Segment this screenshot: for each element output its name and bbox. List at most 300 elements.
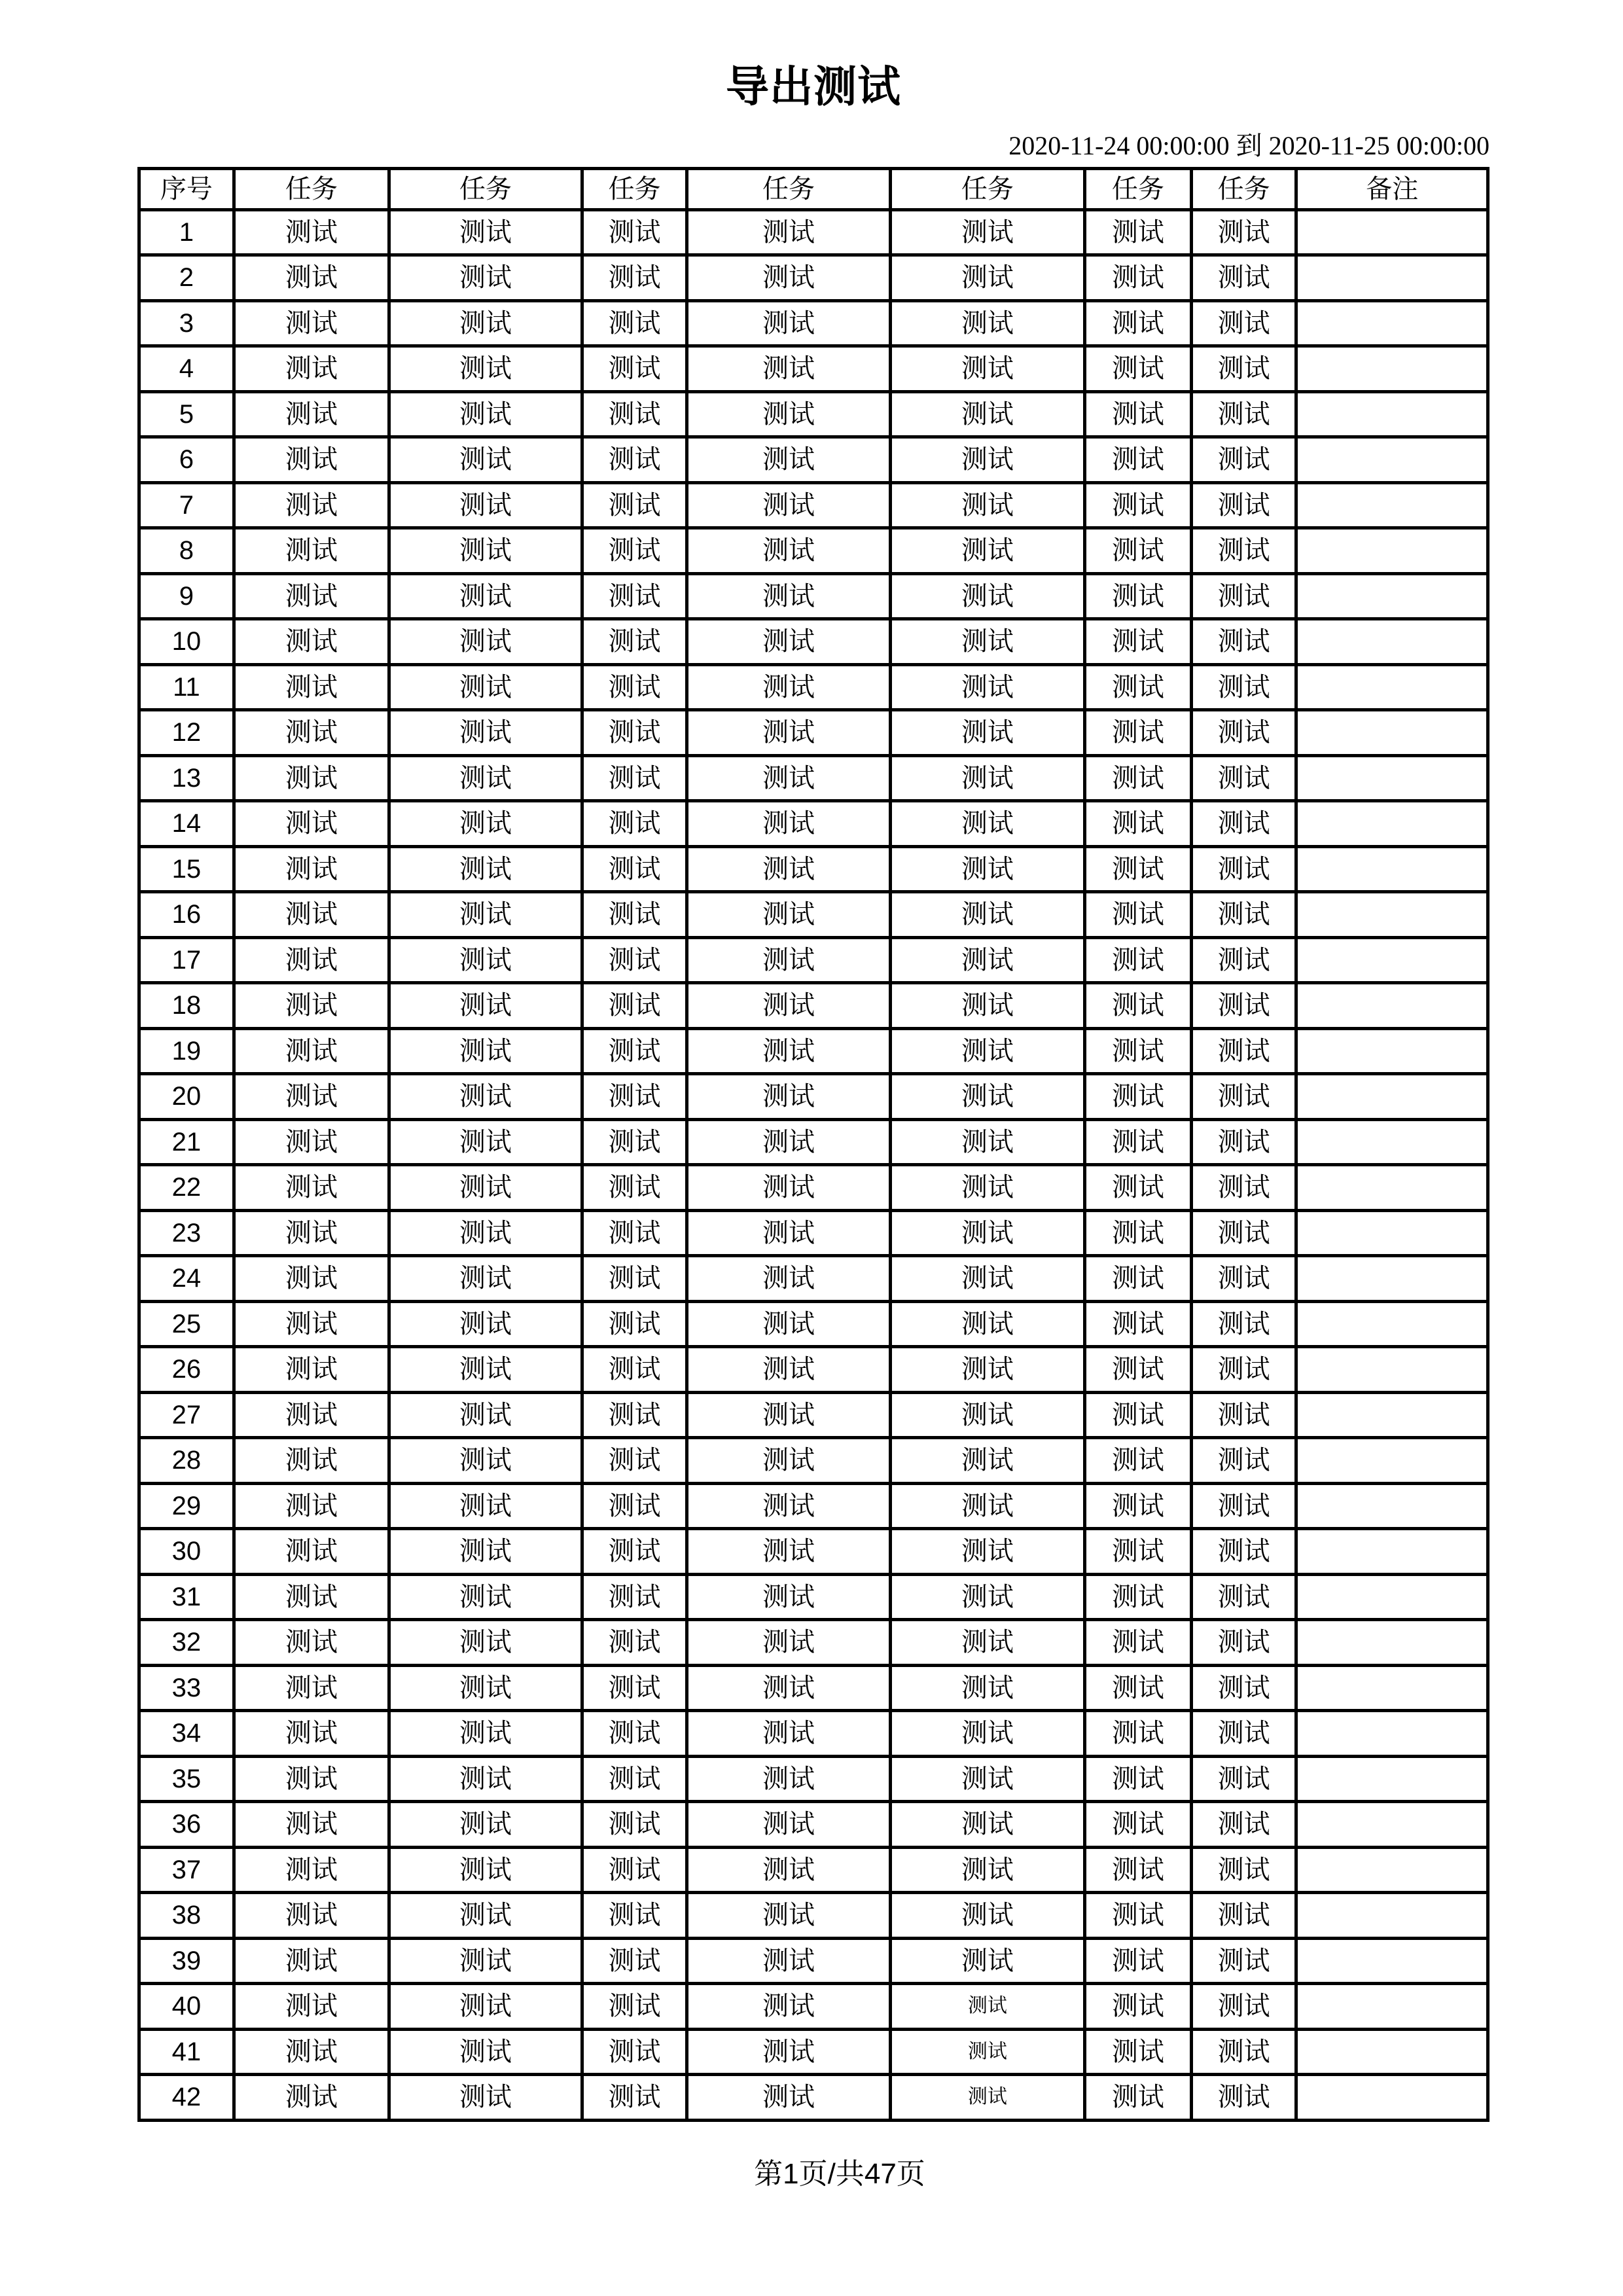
column-header: 序号 (139, 168, 234, 209)
row-number-cell: 2 (139, 255, 234, 301)
row-number-cell: 11 (139, 664, 234, 710)
task-cell: 测试 (890, 983, 1084, 1029)
row-number-cell: 17 (139, 937, 234, 983)
task-cell: 测试 (687, 1711, 890, 1757)
task-cell: 测试 (1191, 892, 1296, 938)
task-cell: 测试 (234, 1438, 389, 1484)
table-row (139, 255, 1488, 301)
task-cell: 测试 (582, 1938, 687, 1984)
task-cell: 测试 (890, 2075, 1084, 2121)
task-cell: 测试 (1085, 710, 1192, 756)
task-cell: 测试 (582, 1438, 687, 1484)
task-cell: 测试 (687, 482, 890, 528)
task-cell: 测试 (389, 2075, 582, 2121)
task-cell: 测试 (890, 1392, 1084, 1438)
table-row (139, 528, 1488, 574)
task-cell: 测试 (1191, 664, 1296, 710)
note-cell (1296, 1392, 1488, 1438)
task-cell: 测试 (1191, 1665, 1296, 1711)
task-cell: 测试 (389, 619, 582, 665)
note-cell (1296, 528, 1488, 574)
task-cell: 测试 (1191, 1938, 1296, 1984)
note-cell (1296, 255, 1488, 301)
row-number-cell: 30 (139, 1529, 234, 1575)
row-number-cell: 6 (139, 437, 234, 483)
row-number-cell: 29 (139, 1483, 234, 1529)
note-cell (1296, 1028, 1488, 1074)
task-cell: 测试 (234, 1210, 389, 1256)
task-cell: 测试 (687, 619, 890, 665)
task-cell: 测试 (1085, 619, 1192, 665)
task-cell: 测试 (890, 391, 1084, 437)
task-cell: 测试 (1085, 2029, 1192, 2075)
row-number-cell: 24 (139, 1256, 234, 1302)
note-cell (1296, 1256, 1488, 1302)
task-cell: 测试 (687, 1483, 890, 1529)
task-cell: 测试 (389, 1938, 582, 1984)
task-cell: 测试 (1191, 482, 1296, 528)
task-cell: 测试 (582, 664, 687, 710)
task-cell: 测试 (582, 1620, 687, 1666)
note-cell (1296, 755, 1488, 801)
row-number-cell: 32 (139, 1620, 234, 1666)
task-cell: 测试 (890, 1256, 1084, 1302)
task-cell: 测试 (687, 1893, 890, 1939)
task-cell: 测试 (687, 1256, 890, 1302)
task-cell: 测试 (687, 437, 890, 483)
table-row (139, 983, 1488, 1029)
task-cell: 测试 (687, 1847, 890, 1893)
task-cell: 测试 (582, 1392, 687, 1438)
task-cell: 测试 (389, 1893, 582, 1939)
column-header: 任务 (234, 168, 389, 209)
table-row (139, 573, 1488, 619)
task-cell: 测试 (582, 573, 687, 619)
task-cell: 测试 (389, 1483, 582, 1529)
row-number-cell: 9 (139, 573, 234, 619)
task-cell: 测试 (389, 300, 582, 346)
table-row (139, 1893, 1488, 1939)
task-cell: 测试 (582, 482, 687, 528)
note-cell (1296, 1483, 1488, 1529)
task-cell: 测试 (582, 2029, 687, 2075)
task-cell: 测试 (1085, 983, 1192, 1029)
task-cell: 测试 (1191, 528, 1296, 574)
task-cell: 测试 (1191, 1028, 1296, 1074)
task-cell: 测试 (687, 1802, 890, 1848)
task-cell: 测试 (687, 1620, 890, 1666)
task-cell: 测试 (687, 2029, 890, 2075)
task-cell: 测试 (890, 801, 1084, 847)
task-cell: 测试 (234, 573, 389, 619)
task-cell: 测试 (389, 1620, 582, 1666)
task-cell: 测试 (389, 1665, 582, 1711)
task-cell: 测试 (389, 846, 582, 892)
row-number-cell: 18 (139, 983, 234, 1029)
note-cell (1296, 482, 1488, 528)
table-row (139, 664, 1488, 710)
note-cell (1296, 801, 1488, 847)
task-cell: 测试 (687, 1529, 890, 1575)
task-cell: 测试 (234, 755, 389, 801)
task-cell: 测试 (389, 1438, 582, 1484)
task-cell: 测试 (687, 710, 890, 756)
note-cell (1296, 1301, 1488, 1347)
row-number-cell: 14 (139, 801, 234, 847)
task-cell: 测试 (890, 1165, 1084, 1211)
task-cell: 测试 (1191, 2029, 1296, 2075)
task-cell: 测试 (1191, 1074, 1296, 1120)
task-cell: 测试 (582, 1756, 687, 1802)
task-cell: 测试 (1085, 2075, 1192, 2121)
task-cell: 测试 (389, 1984, 582, 2030)
task-cell: 测试 (890, 1074, 1084, 1120)
task-cell: 测试 (687, 2075, 890, 2121)
row-number-cell: 40 (139, 1984, 234, 2030)
task-cell: 测试 (890, 437, 1084, 483)
note-cell (1296, 1210, 1488, 1256)
row-number-cell: 4 (139, 346, 234, 392)
task-cell: 测试 (234, 1893, 389, 1939)
note-cell (1296, 710, 1488, 756)
task-cell: 测试 (1191, 255, 1296, 301)
task-cell: 测试 (1191, 391, 1296, 437)
task-cell: 测试 (890, 255, 1084, 301)
task-cell: 测试 (1191, 573, 1296, 619)
task-cell: 测试 (389, 1711, 582, 1757)
page-content (137, 64, 1489, 2190)
task-cell: 测试 (1191, 710, 1296, 756)
task-cell: 测试 (1191, 1165, 1296, 1211)
table-row (139, 937, 1488, 983)
task-cell: 测试 (234, 1392, 389, 1438)
task-cell: 测试 (389, 573, 582, 619)
task-cell: 测试 (234, 1119, 389, 1165)
task-cell: 测试 (1085, 1165, 1192, 1211)
task-cell: 测试 (389, 2029, 582, 2075)
task-cell: 测试 (234, 255, 389, 301)
task-cell: 测试 (1085, 1347, 1192, 1393)
task-cell: 测试 (890, 1756, 1084, 1802)
table-row (139, 391, 1488, 437)
task-cell: 测试 (1191, 755, 1296, 801)
row-number-cell: 28 (139, 1438, 234, 1484)
row-number-cell: 37 (139, 1847, 234, 1893)
task-cell: 测试 (389, 255, 582, 301)
task-cell: 测试 (1085, 437, 1192, 483)
task-cell: 测试 (582, 755, 687, 801)
table-row (139, 300, 1488, 346)
row-number-cell: 22 (139, 1165, 234, 1211)
task-cell: 测试 (1085, 1483, 1192, 1529)
task-cell: 测试 (389, 1392, 582, 1438)
column-header: 任务 (1085, 168, 1192, 209)
task-cell: 测试 (389, 1074, 582, 1120)
task-cell: 测试 (389, 1028, 582, 1074)
task-cell: 测试 (234, 892, 389, 938)
task-cell: 测试 (1085, 1529, 1192, 1575)
task-cell: 测试 (234, 1574, 389, 1620)
task-cell: 测试 (234, 664, 389, 710)
task-cell: 测试 (389, 801, 582, 847)
task-cell: 测试 (687, 1756, 890, 1802)
task-cell: 测试 (1191, 1347, 1296, 1393)
task-cell: 测试 (582, 1847, 687, 1893)
note-cell (1296, 300, 1488, 346)
task-cell: 测试 (582, 391, 687, 437)
task-cell: 测试 (1085, 1119, 1192, 1165)
task-cell: 测试 (890, 1847, 1084, 1893)
note-cell (1296, 664, 1488, 710)
task-cell: 测试 (582, 1119, 687, 1165)
task-cell: 测试 (389, 983, 582, 1029)
table-row (139, 1210, 1488, 1256)
task-cell: 测试 (890, 300, 1084, 346)
task-cell: 测试 (1085, 1574, 1192, 1620)
date-range: 2020-11-24 00:00:00 到 2020-11-25 00:00:00 (1008, 130, 1489, 160)
table-row (139, 755, 1488, 801)
task-cell: 测试 (582, 1574, 687, 1620)
note-cell (1296, 391, 1488, 437)
note-cell (1296, 1847, 1488, 1893)
row-number-cell: 13 (139, 755, 234, 801)
row-number-cell: 12 (139, 710, 234, 756)
task-cell: 测试 (1085, 1392, 1192, 1438)
task-cell: 测试 (1085, 1938, 1192, 1984)
row-number-cell: 31 (139, 1574, 234, 1620)
note-cell (1296, 573, 1488, 619)
column-header: 任务 (582, 168, 687, 209)
task-cell: 测试 (234, 937, 389, 983)
task-cell: 测试 (1191, 300, 1296, 346)
task-cell: 测试 (687, 1301, 890, 1347)
table-body (139, 209, 1488, 2120)
task-cell: 测试 (389, 1210, 582, 1256)
task-cell: 测试 (1191, 1802, 1296, 1848)
task-cell: 测试 (1191, 1438, 1296, 1484)
task-cell: 测试 (687, 391, 890, 437)
task-cell: 测试 (890, 1483, 1084, 1529)
task-cell: 测试 (389, 1119, 582, 1165)
task-cell: 测试 (389, 437, 582, 483)
table-row (139, 437, 1488, 483)
task-cell: 测试 (582, 528, 687, 574)
task-cell: 测试 (234, 391, 389, 437)
task-cell: 测试 (890, 1802, 1084, 1848)
page-number: 第1页/共47页 (754, 2157, 925, 2190)
task-cell: 测试 (687, 846, 890, 892)
task-cell: 测试 (1085, 664, 1192, 710)
task-cell: 测试 (1085, 801, 1192, 847)
row-number-cell: 25 (139, 1301, 234, 1347)
note-cell (1296, 619, 1488, 665)
task-cell: 测试 (389, 1165, 582, 1211)
note-cell (1296, 1665, 1488, 1711)
note-cell (1296, 1893, 1488, 1939)
task-cell: 测试 (890, 846, 1084, 892)
task-cell: 测试 (389, 1756, 582, 1802)
task-cell: 测试 (582, 1165, 687, 1211)
table-row (139, 1165, 1488, 1211)
task-cell: 测试 (582, 1347, 687, 1393)
task-cell: 测试 (234, 1529, 389, 1575)
note-cell (1296, 1074, 1488, 1120)
row-number-cell: 16 (139, 892, 234, 938)
task-cell: 测试 (389, 892, 582, 938)
task-cell: 测试 (890, 528, 1084, 574)
row-number-cell: 19 (139, 1028, 234, 1074)
task-cell: 测试 (234, 1938, 389, 1984)
note-cell (1296, 1347, 1488, 1393)
task-table (137, 167, 1489, 2122)
task-cell: 测试 (234, 300, 389, 346)
row-number-cell: 27 (139, 1392, 234, 1438)
row-number-cell: 21 (139, 1119, 234, 1165)
page-title: 导出测试 (726, 63, 901, 111)
table-row (139, 1711, 1488, 1757)
task-cell: 测试 (234, 1483, 389, 1529)
task-cell: 测试 (389, 937, 582, 983)
task-cell: 测试 (1085, 573, 1192, 619)
note-cell (1296, 437, 1488, 483)
task-cell: 测试 (890, 755, 1084, 801)
task-cell: 测试 (687, 209, 890, 255)
task-cell: 测试 (1085, 1301, 1192, 1347)
task-cell: 测试 (582, 1074, 687, 1120)
task-cell: 测试 (890, 1893, 1084, 1939)
task-cell: 测试 (582, 346, 687, 392)
table-head (139, 168, 1488, 209)
note-cell (1296, 209, 1488, 255)
row-number-cell: 20 (139, 1074, 234, 1120)
task-cell: 测试 (890, 346, 1084, 392)
task-cell: 测试 (582, 710, 687, 756)
table-row (139, 1483, 1488, 1529)
task-cell: 测试 (582, 1802, 687, 1848)
task-cell: 测试 (1191, 1256, 1296, 1302)
task-cell: 测试 (234, 1802, 389, 1848)
task-cell: 测试 (1191, 801, 1296, 847)
task-cell: 测试 (890, 710, 1084, 756)
note-cell (1296, 892, 1488, 938)
note-cell (1296, 1984, 1488, 2030)
task-cell: 测试 (582, 1665, 687, 1711)
task-cell: 测试 (389, 1347, 582, 1393)
task-cell: 测试 (1191, 846, 1296, 892)
task-cell: 测试 (687, 1347, 890, 1393)
task-cell: 测试 (1085, 300, 1192, 346)
row-number-cell: 3 (139, 300, 234, 346)
task-cell: 测试 (234, 1301, 389, 1347)
task-cell: 测试 (890, 573, 1084, 619)
table-row (139, 710, 1488, 756)
task-cell: 测试 (1191, 1119, 1296, 1165)
task-cell: 测试 (582, 2075, 687, 2121)
task-cell: 测试 (1085, 528, 1192, 574)
table-row (139, 1529, 1488, 1575)
row-number-cell: 7 (139, 482, 234, 528)
task-cell: 测试 (1085, 1438, 1192, 1484)
task-cell: 测试 (687, 346, 890, 392)
task-cell: 测试 (890, 1620, 1084, 1666)
task-cell: 测试 (890, 1301, 1084, 1347)
note-cell (1296, 346, 1488, 392)
task-cell: 测试 (389, 1847, 582, 1893)
task-cell: 测试 (1085, 209, 1192, 255)
table-row (139, 482, 1488, 528)
table-row (139, 892, 1488, 938)
task-cell: 测试 (890, 482, 1084, 528)
task-cell: 测试 (582, 255, 687, 301)
task-cell: 测试 (582, 983, 687, 1029)
note-cell (1296, 983, 1488, 1029)
task-cell: 测试 (582, 619, 687, 665)
task-cell: 测试 (1085, 892, 1192, 938)
table-row (139, 619, 1488, 665)
row-number-cell: 33 (139, 1665, 234, 1711)
task-cell: 测试 (687, 1438, 890, 1484)
note-cell (1296, 1165, 1488, 1211)
task-cell: 测试 (687, 1165, 890, 1211)
task-cell: 测试 (1085, 1893, 1192, 1939)
task-cell: 测试 (234, 2075, 389, 2121)
task-cell: 测试 (1191, 1301, 1296, 1347)
task-cell: 测试 (1085, 346, 1192, 392)
task-cell: 测试 (890, 619, 1084, 665)
task-cell: 测试 (1191, 1483, 1296, 1529)
task-cell: 测试 (234, 1347, 389, 1393)
task-cell: 测试 (1085, 1847, 1192, 1893)
task-cell: 测试 (389, 1301, 582, 1347)
column-header: 备注 (1296, 168, 1488, 209)
task-cell: 测试 (687, 528, 890, 574)
task-cell: 测试 (234, 1665, 389, 1711)
task-cell: 测试 (687, 1665, 890, 1711)
table-row (139, 801, 1488, 847)
task-cell: 测试 (1191, 2075, 1296, 2121)
task-cell: 测试 (234, 1256, 389, 1302)
task-cell: 测试 (582, 1711, 687, 1757)
task-cell: 测试 (1191, 1847, 1296, 1893)
task-cell: 测试 (1191, 1620, 1296, 1666)
task-cell: 测试 (1085, 1620, 1192, 1666)
task-cell: 测试 (234, 528, 389, 574)
task-cell: 测试 (1191, 1574, 1296, 1620)
task-cell: 测试 (1191, 1984, 1296, 2030)
table-row (139, 846, 1488, 892)
table-row (139, 1620, 1488, 1666)
task-cell: 测试 (582, 801, 687, 847)
task-cell: 测试 (234, 983, 389, 1029)
task-cell: 测试 (687, 1392, 890, 1438)
note-cell (1296, 1756, 1488, 1802)
task-cell: 测试 (890, 1028, 1084, 1074)
task-cell: 测试 (1191, 1392, 1296, 1438)
table-row (139, 1756, 1488, 1802)
task-cell: 测试 (1085, 255, 1192, 301)
table-row (139, 2075, 1488, 2121)
task-cell: 测试 (582, 937, 687, 983)
task-cell: 测试 (687, 1074, 890, 1120)
task-cell: 测试 (687, 1938, 890, 1984)
row-number-cell: 42 (139, 2075, 234, 2121)
task-cell: 测试 (234, 1620, 389, 1666)
note-cell (1296, 1620, 1488, 1666)
task-cell: 测试 (890, 1210, 1084, 1256)
task-cell: 测试 (1085, 1802, 1192, 1848)
task-cell: 测试 (1191, 346, 1296, 392)
task-cell: 测试 (890, 937, 1084, 983)
